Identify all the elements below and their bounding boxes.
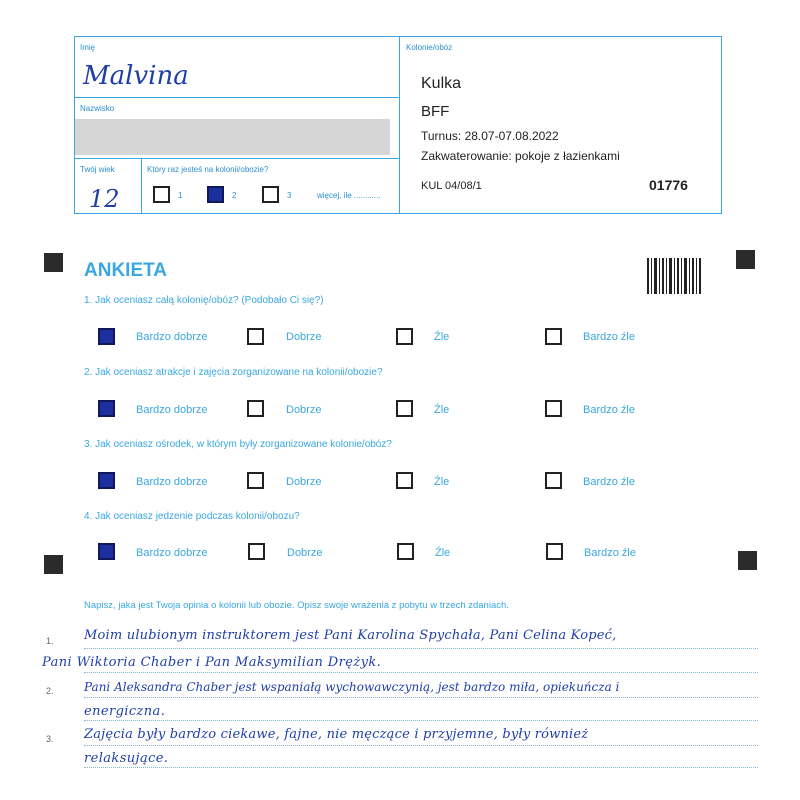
divider (75, 97, 399, 98)
answer-line (84, 697, 758, 698)
q4-option-dobrze: Dobrze (287, 547, 323, 559)
question-4: 4. Jak oceniasz jedzenie podczas kolonii/obozu? (84, 511, 300, 522)
barcode-icon (647, 258, 701, 294)
ktory-raz-checkbox-1[interactable] (153, 186, 170, 203)
line-number: 1. (46, 636, 54, 646)
q3-option-bardzo-zle: Bardzo źle (583, 476, 635, 488)
divider (75, 158, 399, 159)
zakwaterowanie: Zakwaterowanie: pokoje z łazienkami (421, 149, 620, 163)
ktory-raz-option-1: 1 (178, 191, 183, 200)
opinion-line-1b[interactable]: Pani Wiktoria Chaber i Pan Maksymilian Drężyk. (42, 655, 382, 670)
nazwisko-redacted (75, 119, 390, 155)
q2-option-dobrze-checkbox[interactable] (247, 400, 264, 417)
question-2: 2. Jak oceniasz atrakcje i zajęcia zorganizowane na kolonii/obozie? (84, 367, 383, 378)
q4-option-bardzo-dobrze: Bardzo dobrze (136, 547, 208, 559)
camp-code: KUL 04/08/1 (421, 180, 482, 192)
imie-value[interactable]: Malvina (83, 61, 189, 91)
opinion-line-3[interactable]: Zajęcia były bardzo ciekawe, fajne, nie męczące i przyjemne, były również (84, 727, 589, 742)
q2-option-bardzo-dobrze-checkbox[interactable] (98, 400, 115, 417)
q4-option-bardzo-zle-checkbox[interactable] (546, 543, 563, 560)
ktory-raz-label: Który raz jesteś na kolonii/obozie? (147, 165, 269, 174)
q1-option-dobrze-checkbox[interactable] (247, 328, 264, 345)
q1-option-zle-checkbox[interactable] (396, 328, 413, 345)
q2-option-bardzo-dobrze: Bardzo dobrze (136, 404, 208, 416)
registration-mark (44, 253, 63, 272)
imie-label: Imię (80, 43, 96, 52)
q3-option-dobrze-checkbox[interactable] (247, 472, 264, 489)
divider (141, 158, 142, 213)
q1-option-bardzo-dobrze-checkbox[interactable] (98, 328, 115, 345)
answer-line (84, 767, 758, 768)
opinion-line-2b[interactable]: energiczna. (84, 704, 166, 719)
q3-option-zle-checkbox[interactable] (396, 472, 413, 489)
q4-option-bardzo-dobrze-checkbox[interactable] (98, 543, 115, 560)
q3-option-zle: Źle (434, 476, 450, 488)
nazwisko-label: Nazwisko (80, 104, 115, 113)
q2-option-bardzo-zle-checkbox[interactable] (545, 400, 562, 417)
q2-option-zle: Źle (434, 404, 450, 416)
ankieta-title: ANKIETA (84, 260, 168, 281)
q2-option-dobrze: Dobrze (286, 404, 322, 416)
answer-line (84, 672, 758, 673)
q2-option-bardzo-zle: Bardzo źle (583, 404, 635, 416)
q2-option-zle-checkbox[interactable] (396, 400, 413, 417)
line-number: 3. (46, 734, 54, 744)
kolonie-label: Kolonie/obóz (406, 43, 453, 52)
question-3: 3. Jak oceniasz ośrodek, w którym były zorganizowane kolonie/obóz? (84, 439, 392, 450)
camp-sub: BFF (421, 103, 450, 120)
divider (399, 37, 400, 213)
ktory-raz-checkbox-3[interactable] (262, 186, 279, 203)
q3-option-bardzo-dobrze-checkbox[interactable] (98, 472, 115, 489)
wiek-value[interactable]: 12 (89, 185, 120, 213)
opinion-line-3b[interactable]: relaksujące. (84, 751, 169, 766)
answer-line (84, 720, 758, 721)
camp-name: Kulka (421, 75, 462, 92)
wiecej-label: więcej, ile ............ (317, 191, 381, 200)
q1-option-bardzo-dobrze: Bardzo dobrze (136, 331, 208, 343)
opinion-line-2[interactable]: Pani Aleksandra Chaber jest wspaniałą wychowawczynią, jest bardzo miła, opiekuńcza i (84, 680, 620, 694)
q4-option-dobrze-checkbox[interactable] (248, 543, 265, 560)
ktory-raz-option-2: 2 (232, 191, 237, 200)
q3-option-dobrze: Dobrze (286, 476, 322, 488)
form-header (74, 36, 722, 214)
answer-line (84, 745, 758, 746)
q3-option-bardzo-zle-checkbox[interactable] (545, 472, 562, 489)
form-number: 01776 (649, 177, 688, 193)
q4-option-zle-checkbox[interactable] (397, 543, 414, 560)
q4-option-bardzo-zle: Bardzo źle (584, 547, 636, 559)
ktory-raz-option-3: 3 (287, 191, 292, 200)
registration-mark (44, 555, 63, 574)
q3-option-bardzo-dobrze: Bardzo dobrze (136, 476, 208, 488)
q1-option-dobrze: Dobrze (286, 331, 322, 343)
q4-option-zle: Źle (435, 547, 451, 559)
line-number: 2. (46, 686, 54, 696)
wiek-label: Twój wiek (80, 165, 115, 174)
opinion-line-1[interactable]: Moim ulubionym instruktorem jest Pani Karolina Spychała, Pani Celina Kopeć, (84, 628, 617, 643)
ktory-raz-checkbox-2[interactable] (207, 186, 224, 203)
opinion-prompt: Napisz, jaka jest Twoja opinia o kolonii lub obozie. Opisz swoje wrażenia z pobytu w trzech zdaniach. (84, 600, 509, 611)
registration-mark (736, 250, 755, 269)
turnus: Turnus: 28.07-07.08.2022 (421, 129, 559, 143)
answer-line (84, 648, 758, 649)
q1-option-bardzo-zle-checkbox[interactable] (545, 328, 562, 345)
question-1: 1. Jak oceniasz całą kolonię/obóz? (Podobało Ci się?) (84, 295, 324, 306)
q1-option-zle: Źle (434, 331, 450, 343)
q1-option-bardzo-zle: Bardzo źle (583, 331, 635, 343)
registration-mark (738, 551, 757, 570)
